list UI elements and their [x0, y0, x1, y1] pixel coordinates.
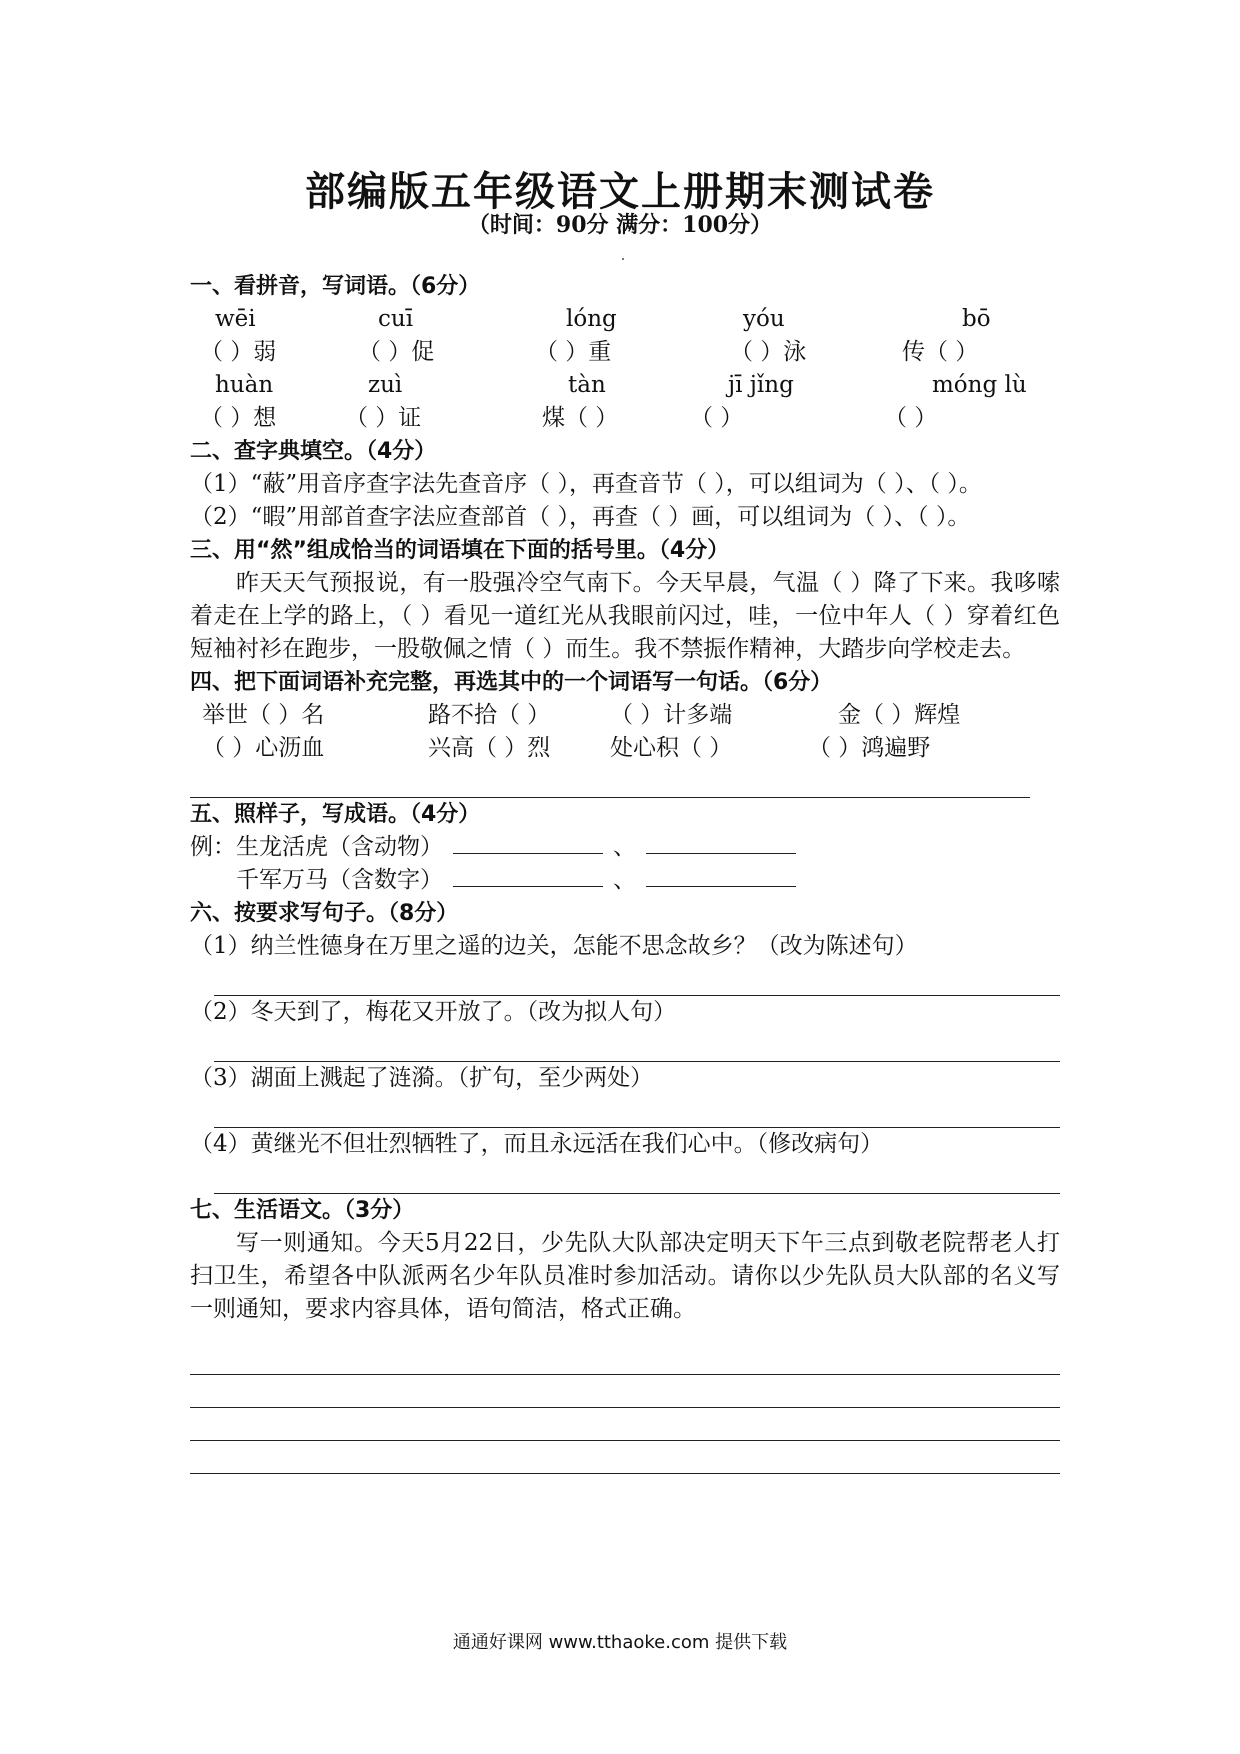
- page-title: 部编版五年级语文上册期末测试卷: [305, 169, 935, 215]
- dictionary-question-1[interactable]: （1）“蔽”用音序查字法先查音序（ ），再查音节（ ），可以组词为（ ）、（ ）。: [190, 471, 982, 497]
- idiom-row-2: [190, 732, 1060, 765]
- word-blank[interactable]: （ ）: [884, 405, 938, 431]
- separator: 、: [613, 834, 636, 860]
- idiom-blank[interactable]: 金（ ）辉煌: [838, 702, 961, 728]
- sentence-answer-line[interactable]: [214, 1029, 1060, 1062]
- word-blank[interactable]: 煤（ ）: [542, 405, 619, 431]
- notice-instructions: 写一则通知。今天5月22日，少先队大队部决定明天下午三点到敬老院帮老人打扫卫生，希望各中队派两名少年队员准时参加活动。请你以少先队员大队部的名义写一则通知，要求内容具体，语句简洁，格式正确。: [190, 1230, 1060, 1322]
- exam-content: [190, 270, 1060, 1474]
- pinyin: móng lù: [932, 372, 1027, 398]
- word-blank[interactable]: （ ）证: [345, 405, 422, 431]
- pinyin: tàn: [568, 372, 606, 398]
- section-5-heading: 五、照样子，写成语。（4分）: [190, 802, 481, 827]
- section-3-heading: 三、用“然”组成恰当的词语填在下面的括号里。（4分）: [190, 538, 730, 563]
- idiom-blank[interactable]: （ ）心沥血: [202, 735, 325, 761]
- idiom-blank[interactable]: （ ）鸿遍野: [808, 735, 931, 761]
- word-blank[interactable]: （ ）弱: [200, 339, 277, 365]
- pinyin: bō: [962, 306, 991, 332]
- notice-answer-line[interactable]: [190, 1342, 1060, 1375]
- word-blank[interactable]: （ ）: [690, 405, 744, 431]
- answer-blank[interactable]: [453, 864, 603, 887]
- section-7-heading: 七、生活语文。（3分）: [190, 1198, 415, 1223]
- sentence-task-1: （1）纳兰性德身在万里之遥的边关，怎能不思念故乡？（改为陈述句）: [190, 933, 918, 959]
- pinyin-row-2: [190, 369, 1060, 402]
- section-2-heading: 二、查字典填空。（4分）: [190, 439, 437, 464]
- separator: 、: [613, 867, 636, 893]
- notice-answer-line[interactable]: [190, 1408, 1060, 1441]
- ran-passage[interactable]: 昨天天气预报说，有一股强冷空气南下。今天早晨，气温（ ）降了下来。我哆嗦着走在上学的路上，（ ）看见一道红光从我眼前闪过，哇，一位中年人（ ）穿着红色短袖衬衫在跑步，一股敬佩之情（ ）而生。我不禁振作精神，大踏步向学校走去。: [190, 570, 1060, 662]
- answer-blank[interactable]: [646, 831, 796, 854]
- scan-speck: [622, 258, 624, 260]
- idiom-blank[interactable]: 举世（ ）名: [202, 702, 325, 728]
- word-row-2: [190, 402, 1060, 435]
- idiom-blank[interactable]: 兴高（ ）烈: [428, 735, 551, 761]
- example-label: 千军万马（含数字）: [236, 867, 443, 893]
- idiom-blank[interactable]: （ ）计多端: [610, 702, 733, 728]
- word-blank[interactable]: （ ）泳: [730, 339, 807, 365]
- pinyin: lóng: [566, 306, 617, 332]
- answer-blank[interactable]: [646, 864, 796, 887]
- word-row-1: [190, 336, 1060, 369]
- word-blank[interactable]: 传（ ）: [902, 339, 979, 365]
- dictionary-question-2[interactable]: （2）“暇”用部首查字法应查部首（ ），再查（ ）画，可以组词为（ ）、（ ）。: [190, 504, 971, 530]
- sentence-answer-line[interactable]: [190, 765, 1030, 798]
- sentence-answer-line[interactable]: [214, 1095, 1060, 1128]
- pinyin: wēi: [215, 306, 256, 332]
- notice-answer-line[interactable]: [190, 1375, 1060, 1408]
- sentence-task-4: （4）黄继光不但壮烈牺牲了，而且永远活在我们心中。（修改病句）: [190, 1131, 884, 1157]
- pinyin: huàn: [215, 372, 274, 398]
- notice-answer-line[interactable]: [190, 1441, 1060, 1474]
- idiom-blank[interactable]: 路不拾（ ）: [428, 702, 551, 728]
- pinyin: cuī: [378, 306, 414, 332]
- sentence-task-2: （2）冬天到了，梅花又开放了。（改为拟人句）: [190, 999, 677, 1025]
- idiom-blank[interactable]: 处心积（ ）: [610, 735, 733, 761]
- section-4-heading: 四、把下面词语补充完整，再选其中的一个词语写一句话。（6分）: [190, 670, 833, 695]
- idiom-row-1: [190, 699, 1060, 732]
- word-blank[interactable]: （ ）重: [535, 339, 612, 365]
- page-subtitle: （时间：90分 满分：100分）: [467, 212, 773, 238]
- pinyin: zuì: [368, 372, 403, 398]
- pinyin: yóu: [743, 306, 785, 332]
- section-1-heading: 一、看拼音，写词语。（6分）: [190, 274, 481, 299]
- sentence-task-3: （3）湖面上溅起了涟漪。（扩句，至少两处）: [190, 1065, 654, 1091]
- section-6-heading: 六、按要求写句子。（8分）: [190, 901, 459, 926]
- word-blank[interactable]: （ ）促: [358, 339, 435, 365]
- idiom-example-2: [190, 864, 1060, 897]
- answer-blank[interactable]: [453, 831, 603, 854]
- sentence-answer-line[interactable]: [214, 1161, 1060, 1194]
- footer-credit: 通通好课网 www.tthaoke.com 提供下载: [452, 1632, 788, 1653]
- sentence-answer-line[interactable]: [214, 963, 1060, 996]
- pinyin: jī jǐng: [728, 372, 794, 398]
- pinyin-row-1: [190, 303, 1060, 336]
- idiom-example-1: [190, 831, 1060, 864]
- word-blank[interactable]: （ ）想: [200, 405, 277, 431]
- example-label: 例：生龙活虎（含动物）: [190, 834, 443, 860]
